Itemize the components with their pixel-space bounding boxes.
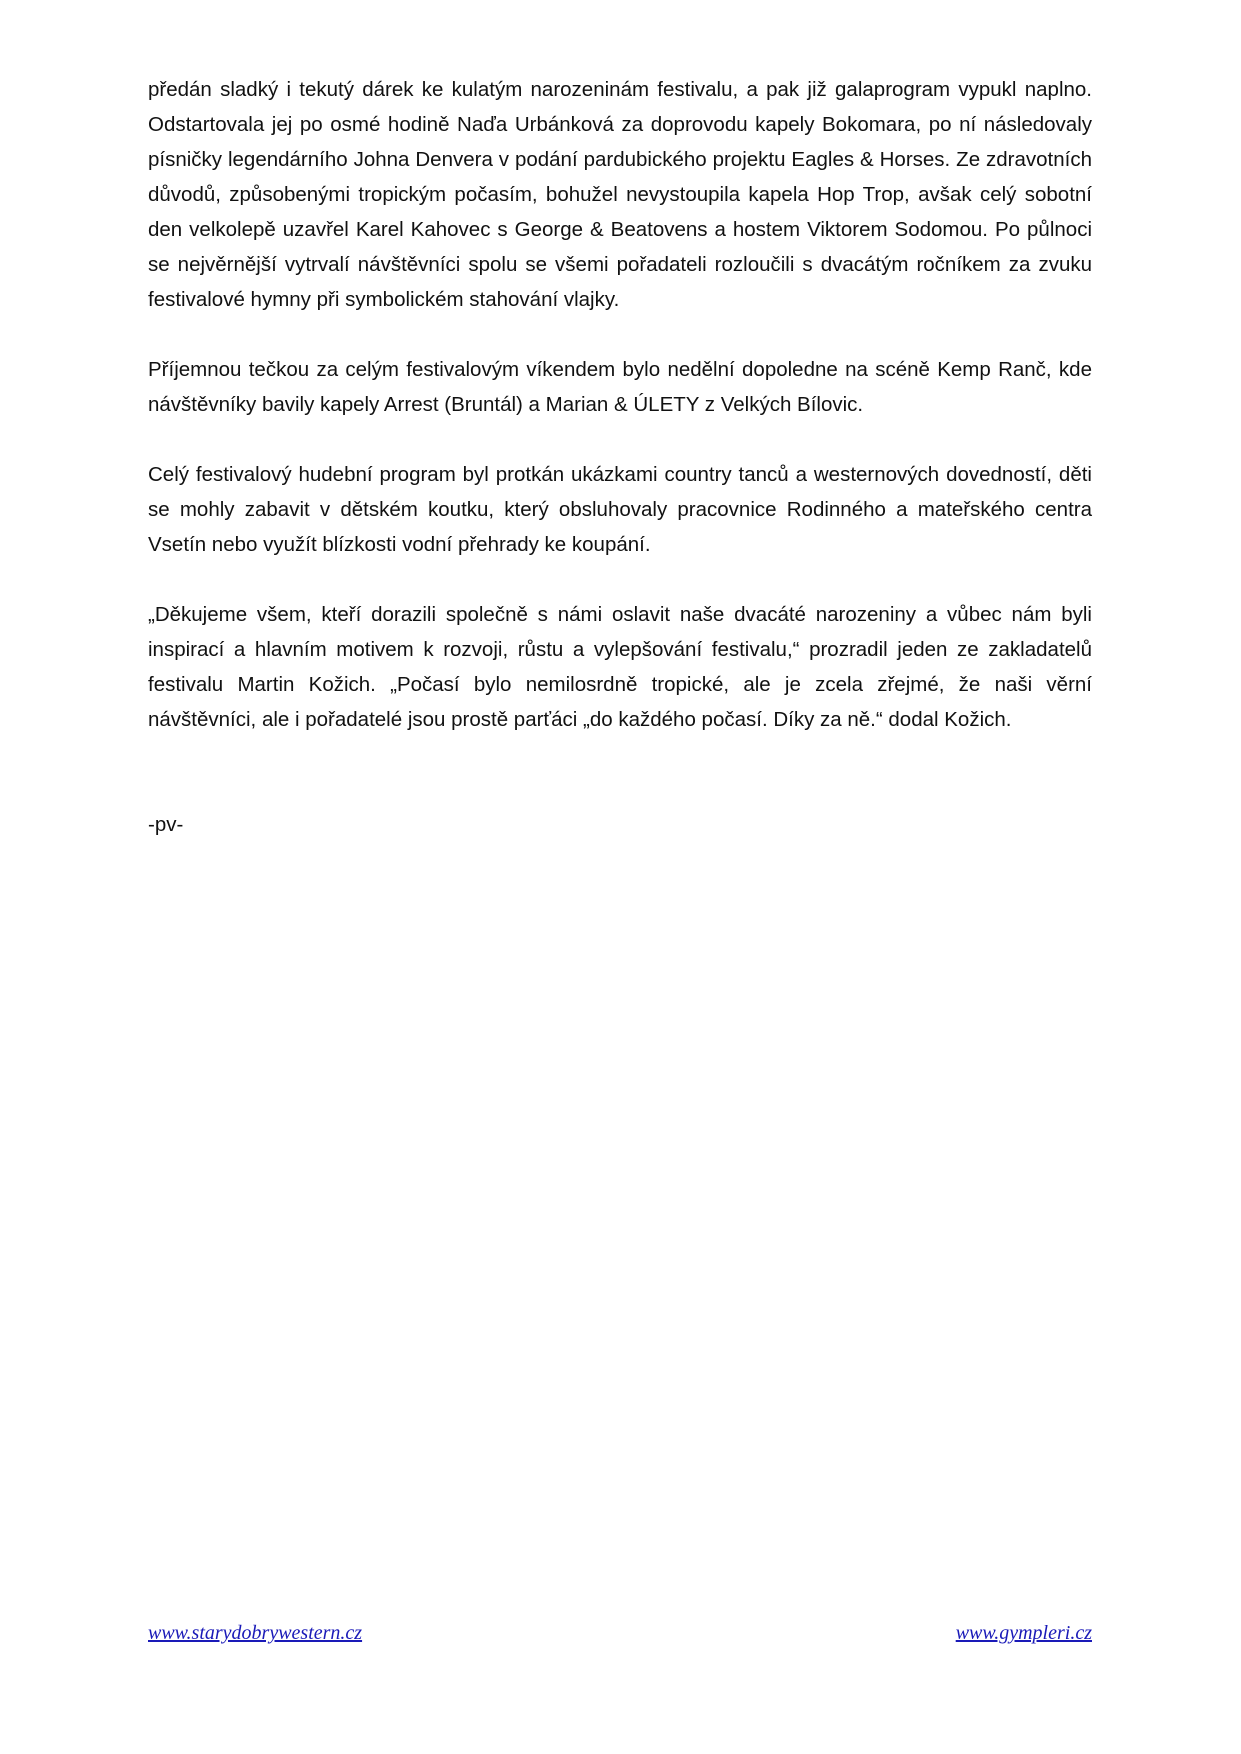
author-signature: -pv- [148, 813, 184, 836]
article-paragraph: Celý festivalový hudební program byl protkán ukázkami country tanců a westernových dovedností, děti se mohly zabavit v dětském koutku, který obsluhovaly pracovnice Rodinného a mateřského centra Vsetín nebo využít blízkosti vodní přehrady ke koupání. [148, 463, 1092, 556]
footer-link-gympleri[interactable]: www.gympleri.cz [955, 1622, 1092, 1644]
article-body [148, 72, 1092, 842]
article-paragraph: Příjemnou tečkou za celým festivalovým víkendem bylo nedělní dopoledne na scéně Kemp Ranč, kde návštěvníky bavily kapely Arrest (Bruntál) a Marian & ÚLETY z Velkých Bílovic. [148, 358, 1092, 416]
footer-link-starydobrywestern[interactable]: www.starydobrywestern.cz [148, 1622, 363, 1644]
page-footer [148, 1622, 1092, 1652]
article-paragraph: předán sladký i tekutý dárek ke kulatým narozeninám festivalu, a pak již galaprogram vypukl naplno. Odstartovala jej po osmé hodině Naďa Urbánková za doprovodu kapely Bokomara, po ní následovaly písničky legendárního Johna Denvera v podání pardubického projektu Eagles & Horses. Ze zdravotních důvodů, způsobenými tropickým počasím, bohužel nevystoupila kapela Hop Trop, avšak celý sobotní den velkolepě uzavřel Karel Kahovec s George & Beatovens a hostem Viktorem Sodomou. Po půlnoci se nejvěrnější vytrvalí návštěvníci spolu se všemi pořadateli rozloučili s dvacátým ročníkem za zvuku festivalové hymny při symbolickém stahování vlajky. [148, 78, 1092, 311]
article-paragraph: „Děkujeme všem, kteří dorazili společně s námi oslavit naše dvacáté narozeniny a vůbec nám byli inspirací a hlavním motivem k rozvoji, růstu a vylepšování festivalu,“ prozradil jeden ze zakladatelů festivalu Martin Kožich. „Počasí bylo nemilosrdně tropické, ale je zcela zřejmé, že naši věrní návštěvníci, ale i pořadatelé jsou prostě parťáci „do každého počasí. Díky za ně.“ dodal Kožich. [148, 603, 1092, 731]
